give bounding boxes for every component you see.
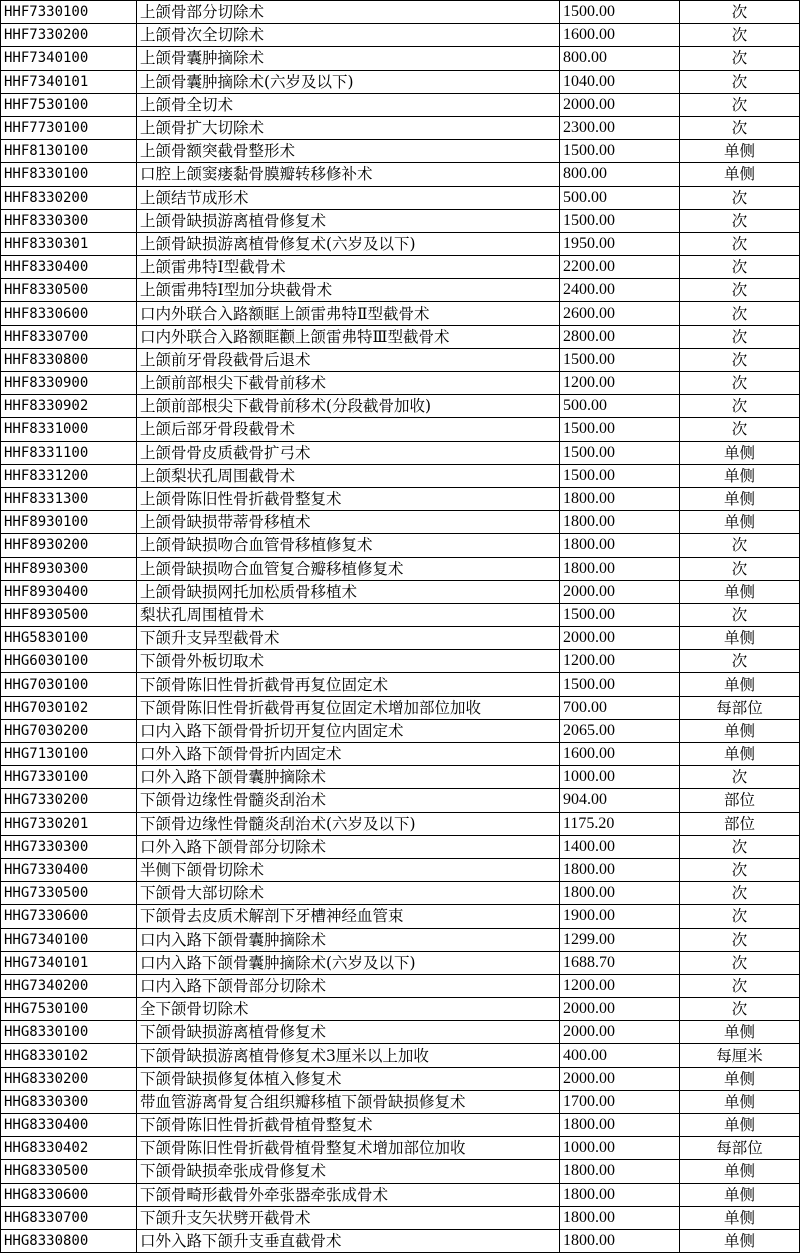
item-name-cell: 下颌骨缺损修复体植入修复术 bbox=[137, 1067, 560, 1090]
table-row bbox=[1, 603, 800, 626]
table-row bbox=[1, 1183, 800, 1206]
table-row bbox=[1, 882, 800, 905]
item-price-cell: 1500.00 bbox=[560, 673, 680, 696]
item-price-cell: 2000.00 bbox=[560, 627, 680, 650]
item-unit-cell: 次 bbox=[680, 905, 800, 928]
item-name-cell: 下颌骨缺损游离植骨修复术 bbox=[137, 1021, 560, 1044]
item-name-cell: 上颌骨额突截骨整形术 bbox=[137, 140, 560, 163]
item-unit-cell: 单侧 bbox=[680, 673, 800, 696]
table-row bbox=[1, 464, 800, 487]
item-code-cell: HHG5830100 bbox=[1, 627, 137, 650]
item-price-cell: 1000.00 bbox=[560, 1137, 680, 1160]
item-name-cell: 上颌骨缺损游离植骨修复术 bbox=[137, 209, 560, 232]
item-code-cell: HHF8930300 bbox=[1, 557, 137, 580]
item-name-cell: 下颌骨畸形截骨外牵张器牵张成骨术 bbox=[137, 1183, 560, 1206]
item-code-cell: HHG8330600 bbox=[1, 1183, 137, 1206]
item-code-cell: HHG7330100 bbox=[1, 766, 137, 789]
item-code-cell: HHG8330100 bbox=[1, 1021, 137, 1044]
table-row bbox=[1, 1044, 800, 1067]
table-row bbox=[1, 348, 800, 371]
item-price-cell: 500.00 bbox=[560, 395, 680, 418]
item-code-cell: HHF8330900 bbox=[1, 372, 137, 395]
item-price-cell: 1040.00 bbox=[560, 70, 680, 93]
item-price-cell: 1200.00 bbox=[560, 372, 680, 395]
item-price-cell: 500.00 bbox=[560, 186, 680, 209]
item-name-cell: 上颌骨囊肿摘除术 bbox=[137, 47, 560, 70]
item-unit-cell: 次 bbox=[680, 395, 800, 418]
item-price-cell: 400.00 bbox=[560, 1044, 680, 1067]
item-unit-cell: 次 bbox=[680, 279, 800, 302]
item-name-cell: 上颌骨缺损吻合血管骨移植修复术 bbox=[137, 534, 560, 557]
item-price-cell: 1500.00 bbox=[560, 348, 680, 371]
item-name-cell: 上颌骨骨皮质截骨扩弓术 bbox=[137, 441, 560, 464]
item-code-cell: HHG7330200 bbox=[1, 789, 137, 812]
item-code-cell: HHG7530100 bbox=[1, 998, 137, 1021]
table-row bbox=[1, 1229, 800, 1252]
item-unit-cell: 次 bbox=[680, 93, 800, 116]
item-name-cell: 半侧下颌骨切除术 bbox=[137, 858, 560, 881]
item-price-cell: 1200.00 bbox=[560, 650, 680, 673]
item-price-cell: 1500.00 bbox=[560, 418, 680, 441]
item-price-cell: 2000.00 bbox=[560, 1067, 680, 1090]
item-price-cell: 1500.00 bbox=[560, 1, 680, 24]
table-row bbox=[1, 186, 800, 209]
item-name-cell: 口外入路下颌骨囊肿摘除术 bbox=[137, 766, 560, 789]
item-price-cell: 1800.00 bbox=[560, 882, 680, 905]
table-row bbox=[1, 395, 800, 418]
item-unit-cell: 次 bbox=[680, 557, 800, 580]
item-unit-cell: 单侧 bbox=[680, 441, 800, 464]
item-unit-cell: 单侧 bbox=[680, 1067, 800, 1090]
item-code-cell: HHG7340100 bbox=[1, 928, 137, 951]
item-name-cell: 上颌骨缺损吻合血管复合瓣移植修复术 bbox=[137, 557, 560, 580]
table-row bbox=[1, 418, 800, 441]
item-name-cell: 下颌骨陈旧性骨折截骨再复位固定术 bbox=[137, 673, 560, 696]
item-name-cell: 上颌雷弗特Ⅰ型加分块截骨术 bbox=[137, 279, 560, 302]
item-unit-cell: 单侧 bbox=[680, 1114, 800, 1137]
item-name-cell: 上颌骨囊肿摘除术(六岁及以下) bbox=[137, 70, 560, 93]
item-unit-cell: 单侧 bbox=[680, 140, 800, 163]
item-code-cell: HHG7330500 bbox=[1, 882, 137, 905]
item-name-cell: 上颌后部牙骨段截骨术 bbox=[137, 418, 560, 441]
item-price-cell: 2000.00 bbox=[560, 93, 680, 116]
item-unit-cell: 次 bbox=[680, 928, 800, 951]
item-code-cell: HHG7030200 bbox=[1, 719, 137, 742]
item-unit-cell: 次 bbox=[680, 650, 800, 673]
item-name-cell: 下颌骨陈旧性骨折截骨植骨整复术增加部位加收 bbox=[137, 1137, 560, 1160]
item-code-cell: HHF8930400 bbox=[1, 580, 137, 603]
item-name-cell: 下颌骨边缘性骨髓炎刮治术 bbox=[137, 789, 560, 812]
table-row bbox=[1, 835, 800, 858]
table-row bbox=[1, 951, 800, 974]
item-unit-cell: 次 bbox=[680, 116, 800, 139]
item-name-cell: 全下颌骨切除术 bbox=[137, 998, 560, 1021]
item-price-cell: 1800.00 bbox=[560, 1206, 680, 1229]
item-name-cell: 口腔上颌窦瘘黏骨膜瓣转移修补术 bbox=[137, 163, 560, 186]
item-unit-cell: 次 bbox=[680, 998, 800, 1021]
table-row bbox=[1, 998, 800, 1021]
item-code-cell: HHF8330800 bbox=[1, 348, 137, 371]
item-price-cell: 1500.00 bbox=[560, 603, 680, 626]
item-name-cell: 口外入路下颌骨部分切除术 bbox=[137, 835, 560, 858]
item-unit-cell: 次 bbox=[680, 302, 800, 325]
table-row bbox=[1, 627, 800, 650]
item-code-cell: HHF8330700 bbox=[1, 325, 137, 348]
item-code-cell: HHF7340100 bbox=[1, 47, 137, 70]
table-row bbox=[1, 47, 800, 70]
item-unit-cell: 每部位 bbox=[680, 1137, 800, 1160]
item-price-cell: 1800.00 bbox=[560, 487, 680, 510]
item-code-cell: HHF8330400 bbox=[1, 256, 137, 279]
item-price-cell: 1800.00 bbox=[560, 1183, 680, 1206]
item-price-cell: 1800.00 bbox=[560, 557, 680, 580]
item-unit-cell: 次 bbox=[680, 348, 800, 371]
item-price-cell: 2065.00 bbox=[560, 719, 680, 742]
table-row bbox=[1, 974, 800, 997]
item-unit-cell: 次 bbox=[680, 974, 800, 997]
item-name-cell: 上颌骨全切术 bbox=[137, 93, 560, 116]
item-unit-cell: 次 bbox=[680, 70, 800, 93]
item-price-cell: 1400.00 bbox=[560, 835, 680, 858]
item-code-cell: HHF7730100 bbox=[1, 116, 137, 139]
item-code-cell: HHF7330100 bbox=[1, 1, 137, 24]
item-price-cell: 1900.00 bbox=[560, 905, 680, 928]
table-row bbox=[1, 1160, 800, 1183]
item-code-cell: HHG8330200 bbox=[1, 1067, 137, 1090]
item-unit-cell: 单侧 bbox=[680, 163, 800, 186]
table-row bbox=[1, 24, 800, 47]
item-price-cell: 1175.20 bbox=[560, 812, 680, 835]
item-unit-cell: 单侧 bbox=[680, 1206, 800, 1229]
item-name-cell: 上颌前牙骨段截骨后退术 bbox=[137, 348, 560, 371]
item-price-cell: 700.00 bbox=[560, 696, 680, 719]
item-code-cell: HHF8331100 bbox=[1, 441, 137, 464]
item-price-cell: 1000.00 bbox=[560, 766, 680, 789]
item-price-cell: 1800.00 bbox=[560, 1160, 680, 1183]
item-price-cell: 1688.70 bbox=[560, 951, 680, 974]
table-row bbox=[1, 325, 800, 348]
item-code-cell: HHF8331300 bbox=[1, 487, 137, 510]
item-price-cell: 2400.00 bbox=[560, 279, 680, 302]
item-unit-cell: 次 bbox=[680, 603, 800, 626]
item-code-cell: HHF8330500 bbox=[1, 279, 137, 302]
item-code-cell: HHG7330201 bbox=[1, 812, 137, 835]
table-row bbox=[1, 256, 800, 279]
table-row bbox=[1, 70, 800, 93]
item-name-cell: 上颌骨缺损带蒂骨移植术 bbox=[137, 511, 560, 534]
table-row bbox=[1, 163, 800, 186]
item-unit-cell: 单侧 bbox=[680, 719, 800, 742]
item-price-cell: 2800.00 bbox=[560, 325, 680, 348]
item-code-cell: HHG7030102 bbox=[1, 696, 137, 719]
item-price-cell: 1500.00 bbox=[560, 209, 680, 232]
table-row bbox=[1, 673, 800, 696]
item-unit-cell: 次 bbox=[680, 534, 800, 557]
item-code-cell: HHG7340101 bbox=[1, 951, 137, 974]
item-name-cell: 带血管游离骨复合组织瓣移植下颌骨缺损修复术 bbox=[137, 1090, 560, 1113]
item-code-cell: HHG7030100 bbox=[1, 673, 137, 696]
item-price-cell: 1700.00 bbox=[560, 1090, 680, 1113]
item-code-cell: HHF7530100 bbox=[1, 93, 137, 116]
table-row bbox=[1, 905, 800, 928]
item-name-cell: 上颌骨缺损网托加松质骨移植术 bbox=[137, 580, 560, 603]
item-name-cell: 口内外联合入路额眶颧上颌雷弗特Ⅲ型截骨术 bbox=[137, 325, 560, 348]
table-row bbox=[1, 116, 800, 139]
item-price-cell: 1600.00 bbox=[560, 24, 680, 47]
table-row bbox=[1, 511, 800, 534]
item-code-cell: HHF8331000 bbox=[1, 418, 137, 441]
item-code-cell: HHG8330300 bbox=[1, 1090, 137, 1113]
item-code-cell: HHF8130100 bbox=[1, 140, 137, 163]
table-row bbox=[1, 743, 800, 766]
item-name-cell: 下颌骨大部切除术 bbox=[137, 882, 560, 905]
item-code-cell: HHF8330301 bbox=[1, 232, 137, 255]
item-code-cell: HHF7340101 bbox=[1, 70, 137, 93]
item-price-cell: 1600.00 bbox=[560, 743, 680, 766]
item-name-cell: 下颌升支矢状劈开截骨术 bbox=[137, 1206, 560, 1229]
item-unit-cell: 次 bbox=[680, 232, 800, 255]
item-unit-cell: 部位 bbox=[680, 812, 800, 835]
table-row bbox=[1, 1021, 800, 1044]
item-name-cell: 梨状孔周围植骨术 bbox=[137, 603, 560, 626]
item-name-cell: 口内入路下颌骨部分切除术 bbox=[137, 974, 560, 997]
item-code-cell: HHG7330600 bbox=[1, 905, 137, 928]
item-code-cell: HHF8330600 bbox=[1, 302, 137, 325]
item-name-cell: 下颌骨陈旧性骨折截骨再复位固定术增加部位加收 bbox=[137, 696, 560, 719]
item-unit-cell: 次 bbox=[680, 1, 800, 24]
item-code-cell: HHG7330300 bbox=[1, 835, 137, 858]
table-row bbox=[1, 1090, 800, 1113]
item-price-cell: 1500.00 bbox=[560, 140, 680, 163]
item-price-cell: 1800.00 bbox=[560, 1114, 680, 1137]
item-price-cell: 800.00 bbox=[560, 47, 680, 70]
item-name-cell: 上颌骨陈旧性骨折截骨整复术 bbox=[137, 487, 560, 510]
item-code-cell: HHG7130100 bbox=[1, 743, 137, 766]
table-row bbox=[1, 279, 800, 302]
table-row bbox=[1, 93, 800, 116]
item-price-cell: 2200.00 bbox=[560, 256, 680, 279]
item-unit-cell: 次 bbox=[680, 47, 800, 70]
item-code-cell: HHG6030100 bbox=[1, 650, 137, 673]
item-unit-cell: 次 bbox=[680, 209, 800, 232]
item-unit-cell: 单侧 bbox=[680, 627, 800, 650]
item-price-cell: 1800.00 bbox=[560, 858, 680, 881]
item-name-cell: 下颌骨去皮质术解剖下牙槽神经血管束 bbox=[137, 905, 560, 928]
item-name-cell: 口外入路下颌升支垂直截骨术 bbox=[137, 1229, 560, 1252]
table-row bbox=[1, 580, 800, 603]
item-price-cell: 2000.00 bbox=[560, 1021, 680, 1044]
item-unit-cell: 次 bbox=[680, 372, 800, 395]
item-price-cell: 1800.00 bbox=[560, 534, 680, 557]
item-code-cell: HHG8330700 bbox=[1, 1206, 137, 1229]
item-unit-cell: 次 bbox=[680, 951, 800, 974]
item-name-cell: 下颌骨外板切取术 bbox=[137, 650, 560, 673]
item-unit-cell: 次 bbox=[680, 325, 800, 348]
table-row bbox=[1, 650, 800, 673]
item-unit-cell: 单侧 bbox=[680, 1183, 800, 1206]
item-name-cell: 下颌骨陈旧性骨折截骨植骨整复术 bbox=[137, 1114, 560, 1137]
item-code-cell: HHG8330400 bbox=[1, 1114, 137, 1137]
item-price-cell: 800.00 bbox=[560, 163, 680, 186]
item-name-cell: 上颌骨次全切除术 bbox=[137, 24, 560, 47]
item-unit-cell: 单侧 bbox=[680, 743, 800, 766]
item-code-cell: HHG8330500 bbox=[1, 1160, 137, 1183]
item-name-cell: 上颌前部根尖下截骨前移术 bbox=[137, 372, 560, 395]
item-unit-cell: 单侧 bbox=[680, 580, 800, 603]
table-row bbox=[1, 1206, 800, 1229]
table-row bbox=[1, 140, 800, 163]
item-price-cell: 2000.00 bbox=[560, 580, 680, 603]
item-code-cell: HHF8330100 bbox=[1, 163, 137, 186]
item-unit-cell: 次 bbox=[680, 858, 800, 881]
table-row bbox=[1, 1, 800, 24]
item-unit-cell: 单侧 bbox=[680, 511, 800, 534]
table-row bbox=[1, 209, 800, 232]
item-name-cell: 口内入路下颌骨囊肿摘除术 bbox=[137, 928, 560, 951]
item-code-cell: HHF8930200 bbox=[1, 534, 137, 557]
item-unit-cell: 单侧 bbox=[680, 1090, 800, 1113]
item-name-cell: 上颌前部根尖下截骨前移术(分段截骨加收) bbox=[137, 395, 560, 418]
table-row bbox=[1, 1137, 800, 1160]
item-name-cell: 下颌升支异型截骨术 bbox=[137, 627, 560, 650]
item-price-cell: 904.00 bbox=[560, 789, 680, 812]
item-unit-cell: 次 bbox=[680, 24, 800, 47]
item-code-cell: HHG7330400 bbox=[1, 858, 137, 881]
item-unit-cell: 单侧 bbox=[680, 1229, 800, 1252]
item-name-cell: 口内入路下颌骨囊肿摘除术(六岁及以下) bbox=[137, 951, 560, 974]
table-row bbox=[1, 812, 800, 835]
table-row bbox=[1, 534, 800, 557]
item-code-cell: HHG8330800 bbox=[1, 1229, 137, 1252]
item-price-cell: 1299.00 bbox=[560, 928, 680, 951]
table-row bbox=[1, 1067, 800, 1090]
item-price-cell: 1500.00 bbox=[560, 464, 680, 487]
table-row bbox=[1, 302, 800, 325]
item-unit-cell: 单侧 bbox=[680, 487, 800, 510]
item-name-cell: 上颌骨部分切除术 bbox=[137, 1, 560, 24]
item-unit-cell: 次 bbox=[680, 766, 800, 789]
table-row bbox=[1, 557, 800, 580]
item-price-cell: 1800.00 bbox=[560, 511, 680, 534]
item-price-cell: 1200.00 bbox=[560, 974, 680, 997]
item-code-cell: HHF8330200 bbox=[1, 186, 137, 209]
item-name-cell: 上颌梨状孔周围截骨术 bbox=[137, 464, 560, 487]
item-price-cell: 1950.00 bbox=[560, 232, 680, 255]
table-row bbox=[1, 858, 800, 881]
item-unit-cell: 单侧 bbox=[680, 1160, 800, 1183]
item-name-cell: 下颌骨缺损牵张成骨修复术 bbox=[137, 1160, 560, 1183]
table-row bbox=[1, 372, 800, 395]
item-name-cell: 上颌骨扩大切除术 bbox=[137, 116, 560, 139]
item-name-cell: 上颌骨缺损游离植骨修复术(六岁及以下) bbox=[137, 232, 560, 255]
item-unit-cell: 次 bbox=[680, 256, 800, 279]
item-price-cell: 1500.00 bbox=[560, 441, 680, 464]
table-row bbox=[1, 789, 800, 812]
item-unit-cell: 次 bbox=[680, 835, 800, 858]
item-unit-cell: 每部位 bbox=[680, 696, 800, 719]
item-code-cell: HHF8930500 bbox=[1, 603, 137, 626]
table-row bbox=[1, 696, 800, 719]
table-row bbox=[1, 487, 800, 510]
item-code-cell: HHG8330402 bbox=[1, 1137, 137, 1160]
item-name-cell: 下颌骨边缘性骨髓炎刮治术(六岁及以下) bbox=[137, 812, 560, 835]
item-code-cell: HHF8330902 bbox=[1, 395, 137, 418]
table-row bbox=[1, 719, 800, 742]
item-name-cell: 上颌雷弗特Ⅰ型截骨术 bbox=[137, 256, 560, 279]
item-code-cell: HHF8930100 bbox=[1, 511, 137, 534]
table-row bbox=[1, 928, 800, 951]
item-name-cell: 下颌骨缺损游离植骨修复术3厘米以上加收 bbox=[137, 1044, 560, 1067]
item-code-cell: HHF8331200 bbox=[1, 464, 137, 487]
item-unit-cell: 单侧 bbox=[680, 464, 800, 487]
item-price-cell: 2600.00 bbox=[560, 302, 680, 325]
item-name-cell: 口内入路下颌骨骨折切开复位内固定术 bbox=[137, 719, 560, 742]
table-row bbox=[1, 232, 800, 255]
item-code-cell: HHF8330300 bbox=[1, 209, 137, 232]
table-row bbox=[1, 766, 800, 789]
price-table-body bbox=[1, 1, 800, 1253]
item-price-cell: 1800.00 bbox=[560, 1229, 680, 1252]
item-name-cell: 口外入路下颌骨骨折内固定术 bbox=[137, 743, 560, 766]
item-code-cell: HHG7340200 bbox=[1, 974, 137, 997]
item-unit-cell: 部位 bbox=[680, 789, 800, 812]
table-row bbox=[1, 1114, 800, 1137]
item-unit-cell: 每厘米 bbox=[680, 1044, 800, 1067]
item-unit-cell: 次 bbox=[680, 882, 800, 905]
item-code-cell: HHG8330102 bbox=[1, 1044, 137, 1067]
item-unit-cell: 次 bbox=[680, 186, 800, 209]
item-name-cell: 上颌结节成形术 bbox=[137, 186, 560, 209]
item-price-cell: 2000.00 bbox=[560, 998, 680, 1021]
item-unit-cell: 次 bbox=[680, 418, 800, 441]
item-name-cell: 口内外联合入路额眶上颌雷弗特Ⅱ型截骨术 bbox=[137, 302, 560, 325]
table-row bbox=[1, 441, 800, 464]
item-unit-cell: 单侧 bbox=[680, 1021, 800, 1044]
item-price-cell: 2300.00 bbox=[560, 116, 680, 139]
item-code-cell: HHF7330200 bbox=[1, 24, 137, 47]
